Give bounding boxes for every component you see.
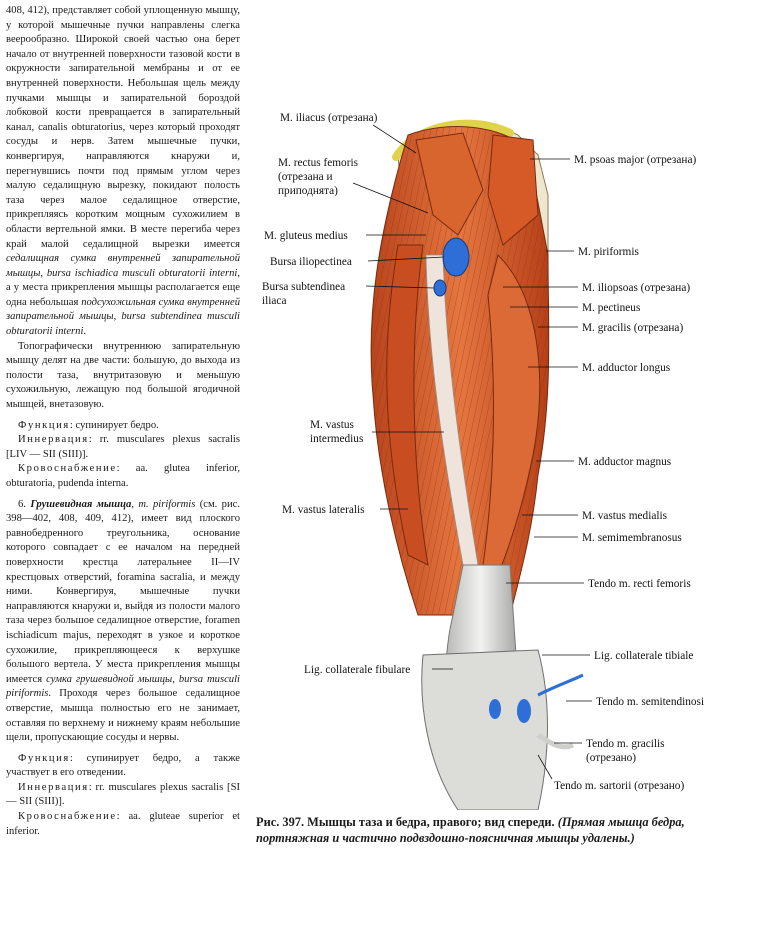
label-rectus-femoris-3: приподнята) bbox=[278, 185, 338, 197]
paragraph-obturator: 408, 412), представляет собой уплощенную мышцу, у которой мышечные пучки направлены слегка веерообразно. Широкой своей частью она берет начало от внутренней поверхности тазовой кости в окружности запирательной мембраны и от ее внутренней поверхности. Небольшая щель между пучками мышцы и запирательной бороздой лобковой кости превращается в запирательный канал, canalis obturatorius, через который проходят сосуды и нерв. Затем мышечные пучки, конвергируя, направляются кнаружи и, перегнувшись почти под прямым углом через малую седалищную вырезку, покидают полость таза через малое седалищное отверстие, прикрепляясь коротким мощным сухожилием в области вертельной ямки. В месте перегиба через край малой седалищной вырезки имеется седалищная сумка внутренней запирательной мышцы, bursa ischiadica musculi obturatorii interni, а у места прикрепления мышцы располагается еще одна небольшая подсухожильная сумка внутренней запирательной мышцы, bursa subtendinea musculi obturatorii interni. bbox=[6, 5, 240, 338]
label-bursa-iliopectinea: Bursa iliopectinea bbox=[270, 256, 352, 268]
label-piriformis: M. piriformis bbox=[578, 246, 639, 258]
label-vastus-medialis: M. vastus medialis bbox=[582, 510, 668, 522]
function-line-1: Функция: супинирует бедро. bbox=[18, 419, 159, 431]
blood-supply-line-1: Кровоснабжение: aa. glutea inferior, obturatoria, pudenda interna. bbox=[6, 463, 240, 489]
label-gluteus-medius: M. gluteus medius bbox=[264, 230, 348, 242]
label-adductor-magnus: M. adductor magnus bbox=[578, 456, 672, 468]
label-rectus-femoris: M. rectus femoris bbox=[278, 157, 358, 169]
knee-bursa-right bbox=[517, 699, 531, 723]
innervation-line-2: Иннервация: rr. musculares plexus sacralis [SI — SII (SIII)]. bbox=[6, 781, 240, 808]
label-vastus-intermedius-2: intermedius bbox=[310, 433, 364, 445]
knee-bursa-left bbox=[489, 699, 501, 719]
label-bursa-subtendinea: Bursa subtendinea bbox=[262, 281, 346, 293]
label-lig-tibiale: Lig. collaterale tibiale bbox=[594, 650, 694, 662]
innervation-line-1: Иннервация: rr. musculares plexus sacralis [LIV — SII (SIII)]. bbox=[6, 434, 240, 460]
label-pectineus: M. pectineus bbox=[582, 302, 641, 314]
label-tendo-recti: Tendo m. recti femoris bbox=[588, 578, 691, 590]
label-adductor-longus: M. adductor longus bbox=[582, 362, 671, 374]
label-semimembranosus: M. semimembranosus bbox=[582, 532, 682, 544]
label-iliacus: M. iliacus (отрезана) bbox=[280, 112, 378, 124]
paragraph-piriformis: 6. Грушевидная мышца, m. piriformis (см. рис. 398—402, 408, 409, 412), имеет вид плоского равнобедренного треугольника, основание которого совпадает с ее началом на передней поверхности крестца латеральнее II—IV крестцовых отверстий, foramina sacralia, и между ними. Конвергируя, мышечные пучки направляются кнаружи и, выйдя из полости малого таза через большое седалищное отверстие, foramen ischiadicum majus, переходят в узкое и короткое сухожилие, прикрепляющееся к верхушке большого вертела. У места прикрепления мышцы имеется сумка грушевидной мышцы, bursa musculi piriformis. Проходя через большое седалищное отверстие, мышца полностью его не занимает, оставляя по верхнему и нижнему краям небольшие щели, пропускающие сосуды и нервы. bbox=[6, 498, 240, 744]
label-tendo-sartorii: Tendo m. sartorii (отрезано) bbox=[554, 780, 685, 792]
function-line-2: Функция: супинирует бедро, а также участвует в его отведении. bbox=[6, 752, 240, 779]
label-rectus-femoris-2: (отрезана и bbox=[278, 171, 333, 183]
figure-caption bbox=[256, 814, 751, 846]
label-tendo-semitendinosi: Tendo m. semitendinosi bbox=[596, 696, 705, 708]
knee-joint bbox=[422, 650, 548, 810]
blood-supply-line-2: Кровоснабжение: aa. gluteae superior et inferior. bbox=[6, 811, 240, 837]
label-gracilis: M. gracilis (отрезана) bbox=[582, 322, 684, 334]
label-iliopsoas: M. iliopsoas (отрезана) bbox=[582, 282, 691, 294]
caption-italic: (Прямая мышца бедра, портняжная и частично подвздошно-поясничная мышцы удалены.) bbox=[256, 815, 685, 845]
anatomy-figure bbox=[248, 95, 753, 810]
label-tendo-gracilis-2: (отрезано) bbox=[586, 752, 637, 764]
label-psoas-major: M. psoas major (отрезана) bbox=[574, 154, 697, 166]
label-vastus-lateralis: M. vastus lateralis bbox=[282, 504, 365, 516]
bursa-subtendinea-iliaca bbox=[434, 280, 446, 296]
caption-main: Рис. 397. Мышцы таза и бедра, правого; вид спереди. bbox=[256, 815, 555, 829]
text-column bbox=[6, 4, 240, 839]
bursa-iliopectinea bbox=[443, 238, 469, 276]
label-bursa-subtendinea-2: iliaca bbox=[262, 295, 287, 307]
label-vastus-intermedius: M. vastus bbox=[310, 419, 354, 431]
paragraph-topography: Топографически внутреннюю запирательную мышцу делят на две части: большую, до выхода из полости таза, внутритазовую и меньшую сухожильную, лежащую под большой ягодичной мышцей, внетазовую. bbox=[6, 340, 240, 411]
label-lig-fibulare: Lig. collaterale fibulare bbox=[304, 664, 411, 676]
label-tendo-gracilis: Tendo m. gracilis bbox=[586, 738, 665, 750]
